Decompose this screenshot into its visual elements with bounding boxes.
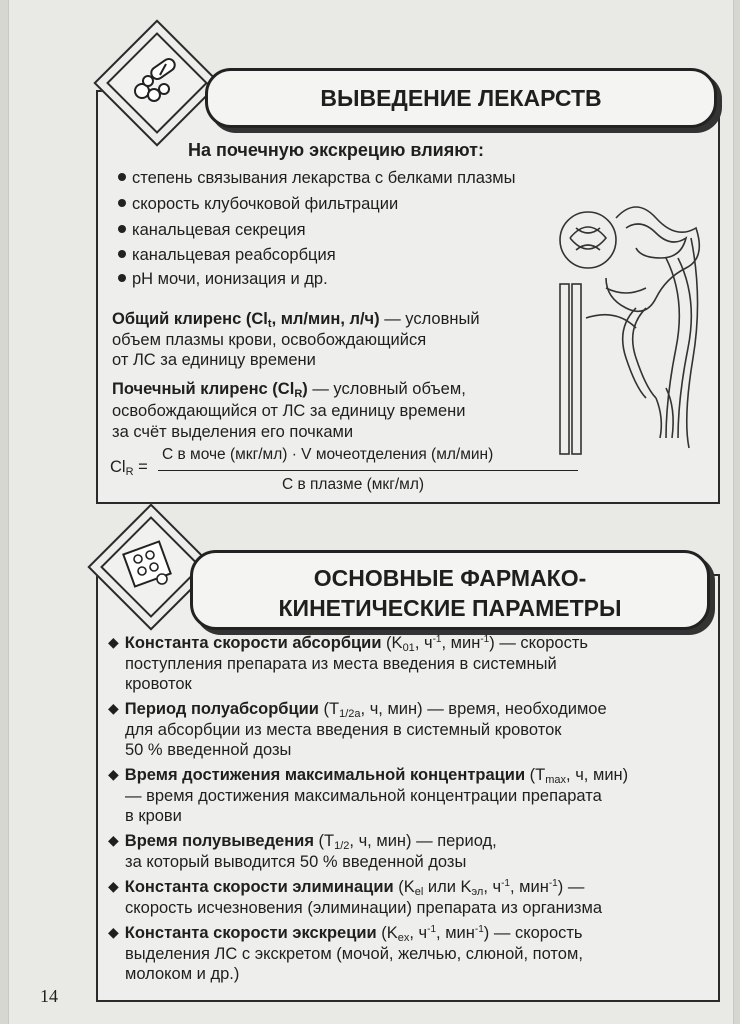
section-title-banner bbox=[205, 68, 717, 128]
renal-clearance-def: Почечный клиренс $(Cl_R)$ — условный объем, bbox=[112, 380, 466, 400]
param-item: ◆ Период полуабсорбции ($T_{1/2a}$, ч, мин) — время, необходимое bbox=[108, 700, 607, 720]
section-title: ВЫВЕДЕНИЕ ЛЕКАРСТВ bbox=[320, 85, 602, 111]
param-line: молоком и др.) bbox=[125, 965, 240, 983]
param-line: 50 % введенной дозы bbox=[125, 741, 292, 759]
tablet-blister-icon bbox=[118, 535, 178, 595]
section-title-line: ОСНОВНЫЕ ФАРМАКО- bbox=[313, 565, 587, 591]
bullet-item: степень связывания лекарства с белками плазмы bbox=[118, 169, 515, 188]
page-number: 14 bbox=[40, 986, 58, 1006]
fraction-bar bbox=[158, 470, 578, 471]
formula-numerator: C в моче (мкг/мл) · V мочеотделения (мл/мин) bbox=[162, 446, 494, 463]
definition-line: освобождающийся от ЛС за единицу времени bbox=[112, 402, 466, 420]
param-line: за который выводится 50 % введенной дозы bbox=[125, 853, 467, 871]
total-clearance-def: Общий клиренс ($Cl_t$, мл/мин, л/ч) — условный bbox=[112, 310, 480, 330]
bullet-item: pH мочи, ионизация и др. bbox=[118, 270, 328, 289]
param-item: ◆ Константа скорости абсорбции ($K_{01}$, $ч^{-1}$, мин$^{-1}$) — скорость bbox=[108, 634, 588, 654]
param-line: для абсорбции из места введения в системный кровоток bbox=[125, 721, 562, 739]
section-title-banner bbox=[190, 550, 710, 630]
param-line: выделения ЛС с экскретом (мочой, желчью, слюной, потом, bbox=[125, 945, 583, 963]
section-title-line: КИНЕТИЧЕСКИЕ ПАРАМЕТРЫ bbox=[278, 595, 622, 621]
param-line: — время достижения максимальной концентрации препарата bbox=[125, 787, 602, 805]
param-line: в крови bbox=[125, 807, 182, 825]
bullet-item: скорость клубочковой фильтрации bbox=[118, 195, 398, 214]
formula-denominator: C в плазме (мкг/мл) bbox=[282, 476, 425, 493]
definition-line: за счёт выделения его почками bbox=[112, 423, 354, 441]
bullet-item: канальцевая реабсорбция bbox=[118, 246, 336, 265]
param-line: скорость исчезновения (элиминации) препарата из организма bbox=[125, 899, 603, 917]
param-item: ◆ Константа скорости элиминации ($K_{el}$ или $K_{эл}$, $ч^{-1}$, мин$^{-1}$) — bbox=[108, 878, 585, 898]
pills-icon bbox=[124, 51, 184, 111]
bullet-item: канальцевая секреция bbox=[118, 221, 306, 240]
param-item: ◆ Время полувыведения ($T_{1/2}$, ч, мин) — период, bbox=[108, 832, 497, 852]
definition-line: от ЛС за единицу времени bbox=[112, 351, 316, 369]
param-line: кровоток bbox=[125, 675, 192, 693]
param-line: поступления препарата из места введения в системный bbox=[125, 655, 557, 673]
nephron-illustration bbox=[546, 198, 712, 460]
subheading: На почечную экскрецию влияют: bbox=[188, 140, 484, 160]
formula-lhs: $Cl_R$ = bbox=[110, 458, 148, 478]
definition-line: объем плазмы крови, освобождающийся bbox=[112, 331, 427, 349]
param-item: ◆ Время достижения максимальной концентрации ($T_{max}$, ч, мин) bbox=[108, 766, 629, 786]
param-item: ◆ Константа скорости экскреции ($K_{ex}$, $ч^{-1}$, мин$^{-1}$) — скорость bbox=[108, 924, 583, 944]
